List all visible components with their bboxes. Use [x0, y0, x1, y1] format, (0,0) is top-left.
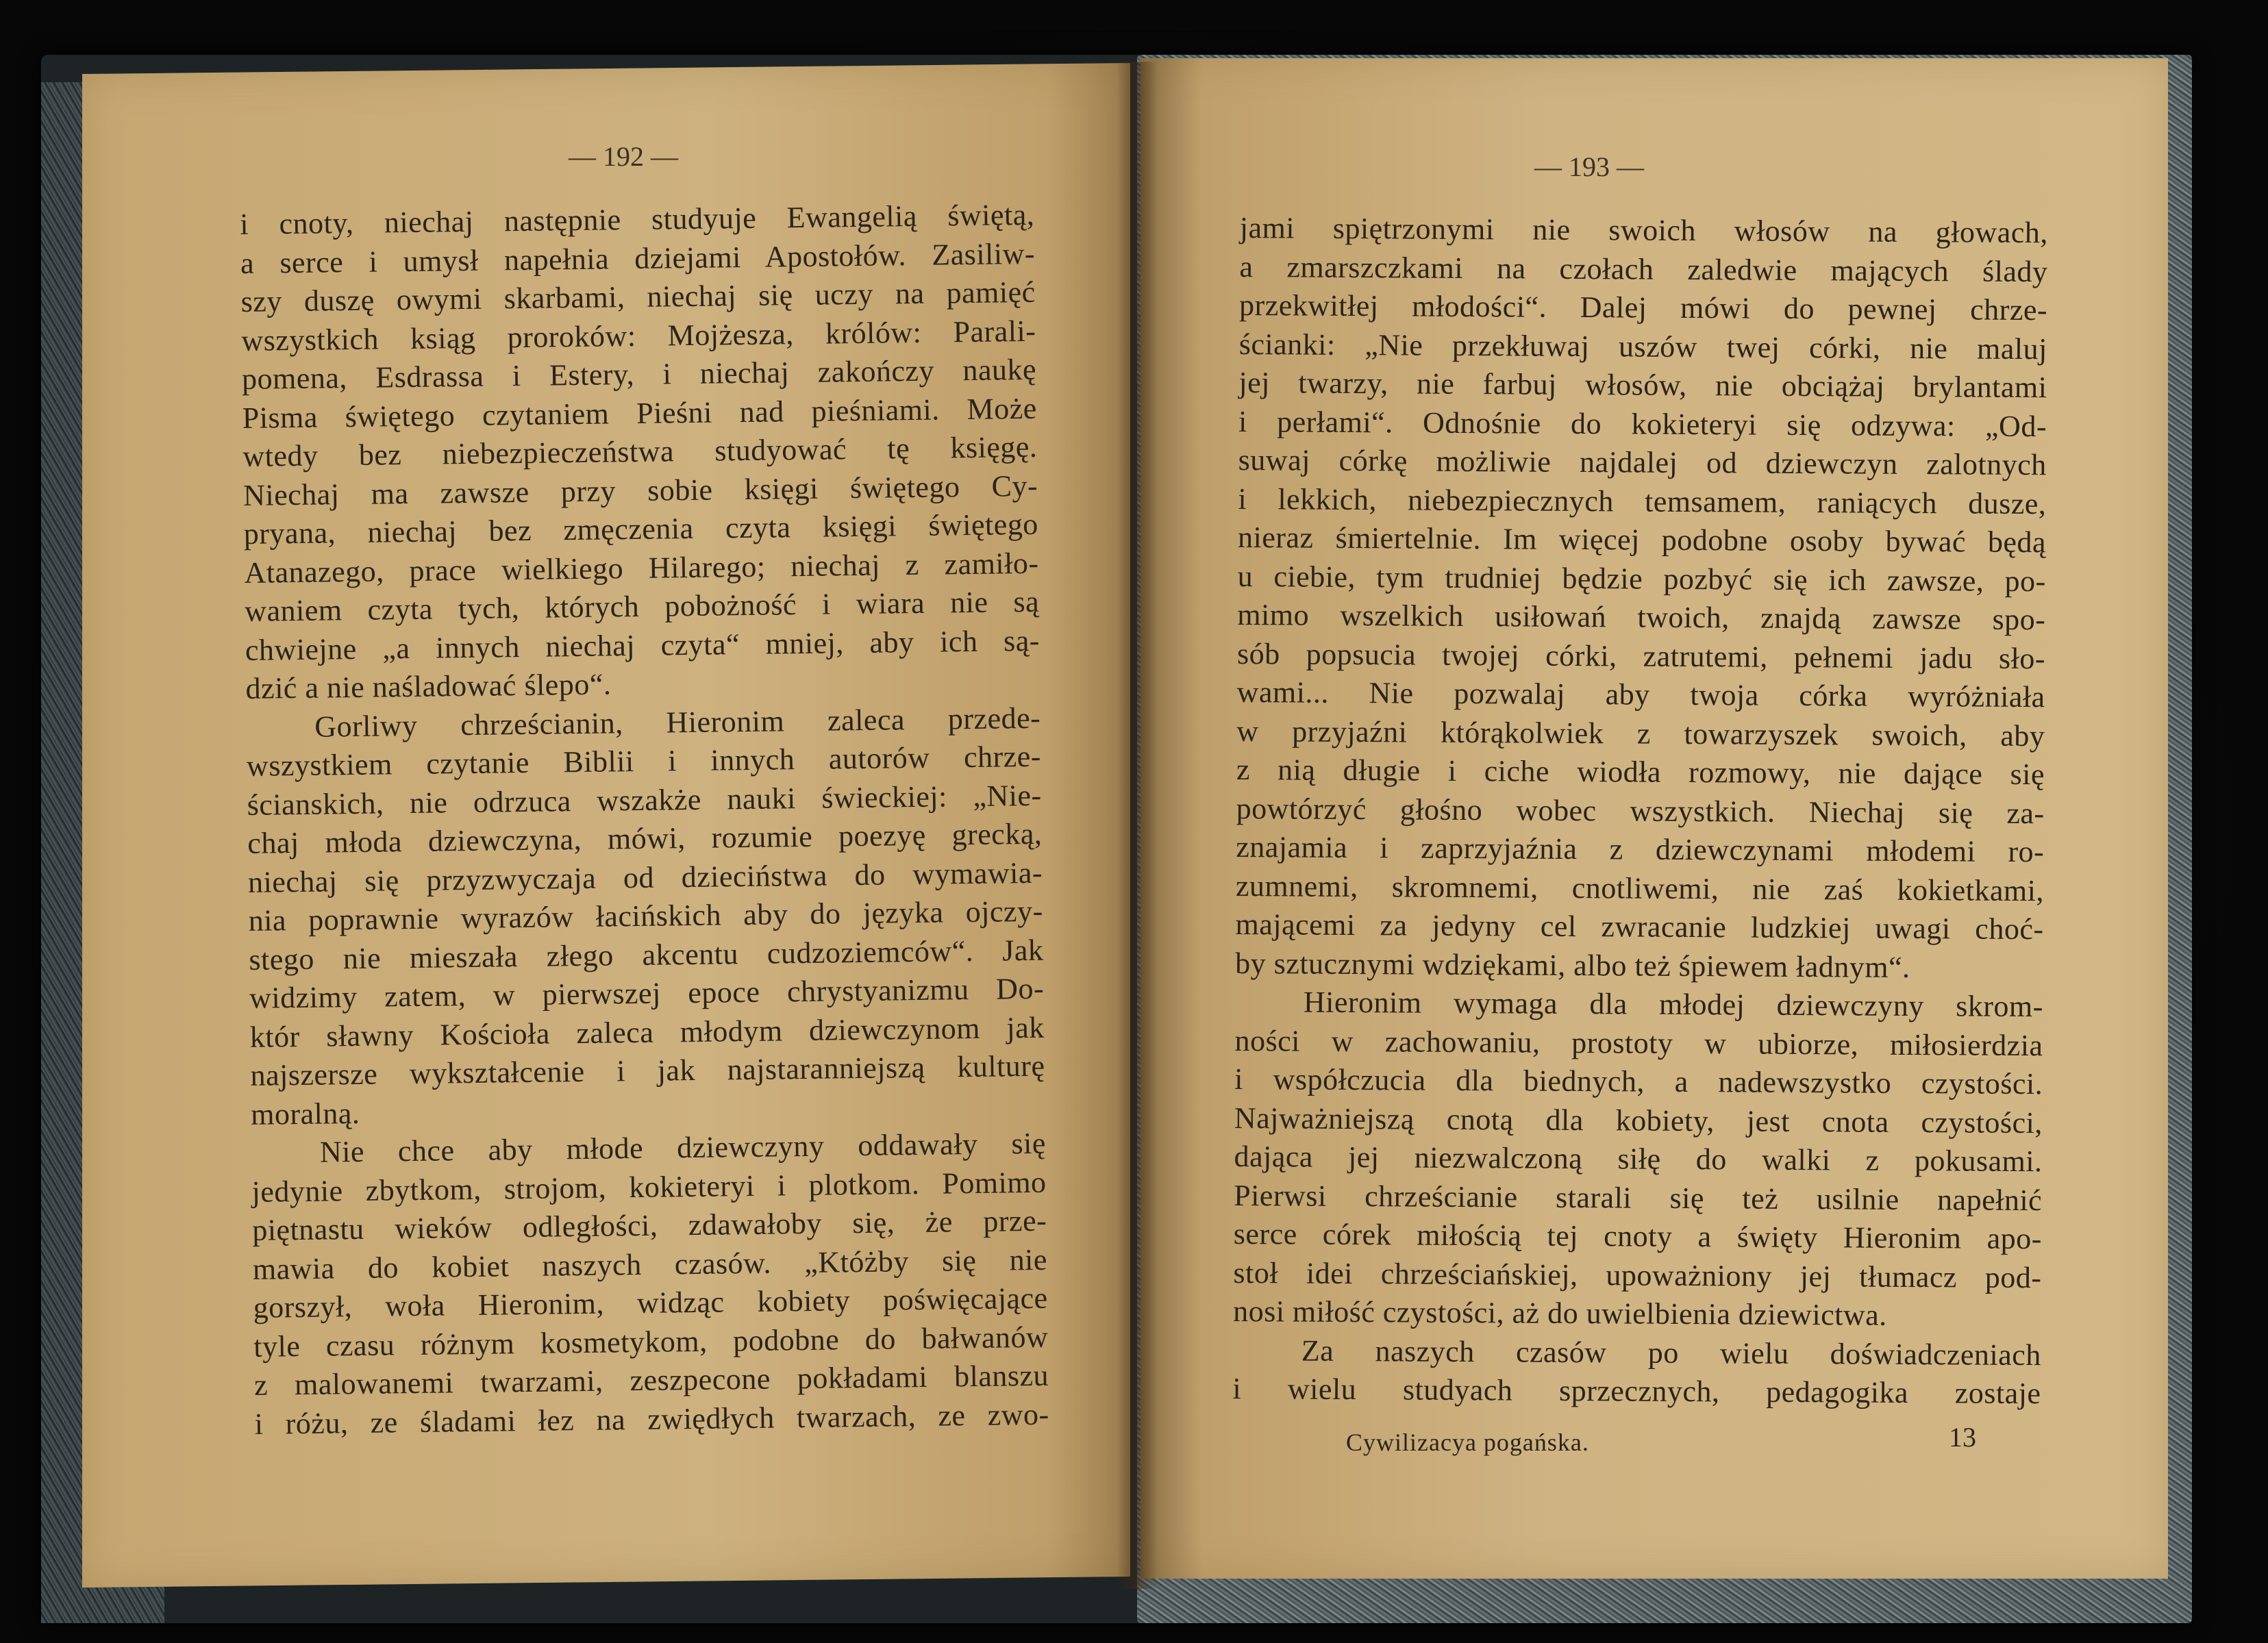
text-line: stego nie mieszała złego akcentu cudzoziemców“. Jak: [249, 933, 1044, 977]
text-line: powtórzyć głośno wobec wszystkich. Niechaj się za-: [1236, 791, 2045, 830]
left-page-body-text: [240, 196, 1049, 1444]
text-line: Za naszych czasów po wielu doświadczeniach: [1301, 1333, 2041, 1372]
text-line: serce córek miłością tej cnoty a święty Hieronim apo-: [1233, 1216, 2042, 1256]
signature-title: Cywilizacya pogańska.: [1346, 1429, 1589, 1456]
book-gutter: [1117, 62, 1158, 1589]
text-line: chaj młoda dziewczyna, mówi, rozumie poezyę grecką,: [247, 816, 1043, 860]
text-line: ścianskich, nie odrzuca wszakże nauki świeckiej: „Nie-: [247, 778, 1042, 822]
text-line: stoł idei chrześciańskiej, upoważniony jej tłumacz pod-: [1233, 1255, 2042, 1294]
text-line: w przyjaźni którąkolwiek z towarzyszek swoich, aby: [1236, 714, 2045, 753]
text-line: i wielu studyach sprzecznych, pedagogika zostaje: [1232, 1371, 2041, 1411]
text-line: a serce i umysł napełnia dziejami Apostołów. Zasiliw-: [240, 236, 1036, 280]
text-line: Atanazego, prace wielkiego Hilarego; niechaj z zamiło-: [244, 546, 1039, 590]
text-line: pomena, Esdrassa i Estery, i niechaj zakończy naukę: [241, 352, 1037, 396]
text-line: ścianki: „Nie przekłuwaj uszów twej córki, nie maluj: [1238, 327, 2047, 366]
text-line: nieraz śmiertelnie. Im więcej podobne osoby bywać będą: [1237, 520, 2047, 560]
text-line: Pisma świętego czytaniem Pieśni nad pieśniami. Może: [242, 391, 1038, 435]
text-line: nosi miłość czystości, aż do uwielbienia dziewictwa.: [1233, 1294, 1887, 1332]
text-line: tyle czasu różnym kosmetykom, podobne do bałwanów: [253, 1320, 1049, 1364]
text-line: wszystkiem czytanie Biblii i innych autorów chrze-: [246, 739, 1042, 783]
text-line: dzić a nie naśladować ślepo“.: [245, 667, 612, 705]
left-page-number: — 192 —: [569, 141, 678, 172]
text-line: i perłami“. Odnośnie do kokieteryi się odzywa: „Od-: [1238, 404, 2047, 443]
text-line: piętnastu wieków odległości, zdawałoby się, że prze-: [251, 1203, 1047, 1247]
text-line: z malowanemi twarzami, zeszpecone pokładami blanszu: [253, 1358, 1049, 1402]
text-line: ności w zachowaniu, prostoty w ubiorze, miłosierdzia: [1234, 1023, 2043, 1062]
text-line: jami spiętrzonymi nie swoich włosów na głowach,: [1239, 210, 2048, 250]
text-line: mimo wszelkich usiłowań twoich, znajdą zawsze spo-: [1237, 597, 2046, 637]
text-line: mawia do kobiet naszych czasów. „Któżby się nie: [252, 1242, 1048, 1286]
text-line: i lekkich, niebezpiecznych temsamem, raniących dusze,: [1238, 481, 2047, 521]
text-line: pryana, niechaj bez zmęczenia czyta księgi świętego: [243, 507, 1039, 551]
text-line: gorszył, woła Hieronim, widząc kobiety poświęcające: [253, 1281, 1048, 1325]
text-line: jej twarzy, nie farbuj włosów, nie obciążaj brylantami: [1238, 365, 2047, 405]
text-line: najszersze wykształcenie i jak najstaranniejszą kulturę: [250, 1049, 1045, 1092]
text-line: mającemi za jedyny cel zwracanie ludzkiej uwagi choć-: [1235, 907, 2044, 946]
text-line: moralną.: [250, 1096, 360, 1131]
text-line: wtedy bez niebezpieczeństwa studyować tę księgę.: [242, 429, 1038, 473]
text-line: jedynie zbytkom, strojom, kokieteryi i plotkom. Pomimo: [251, 1165, 1047, 1209]
text-line: waniem czyta tych, których pobożność i wiara nie są: [244, 584, 1040, 628]
text-line: Nie chce aby młode dziewczyny oddawały się: [319, 1126, 1047, 1169]
text-line: nia poprawnie wyrazów łacińskich aby do języka ojczy-: [248, 894, 1043, 938]
text-line: i cnoty, niechaj następnie studyuje Ewangelią świętą,: [240, 197, 1035, 241]
text-line: chwiejne „a innych niechaj czyta“ mniej, aby ich są-: [245, 623, 1040, 667]
text-line: któr sławny Kościoła zaleca młodym dziewczynom jak: [249, 1010, 1045, 1054]
text-line: i różu, ze śladami łez na zwiędłych twarzach, ze zwo-: [254, 1397, 1049, 1441]
text-line: Pierwsi chrześcianie starali się też usilnie napełnić: [1234, 1178, 2043, 1217]
text-line: niechaj się przyzwyczaja od dzieciństwa do wymawia-: [247, 855, 1043, 899]
right-page-body-text: [1232, 209, 2048, 1414]
text-line: sób popsucia twojej córki, zatrutemi, pełnemi jadu sło-: [1236, 636, 2046, 675]
right-page-number: — 193 —: [1534, 151, 1644, 182]
text-line: znajamia i zaprzyjaźnia z dziewczynami młodemi ro-: [1236, 829, 2045, 869]
text-line: Najważniejszą cnotą dla kobiety, jest cnota czystości,: [1234, 1101, 2043, 1140]
text-line: u ciebie, tym trudniej będzie pozbyć się ich zawsze, po-: [1237, 559, 2046, 598]
text-line: szy duszę owymi skarbami, niechaj się uczy na pamięć: [240, 275, 1036, 318]
text-line: Niechaj ma zawsze przy sobie księgi świętego Cy-: [242, 468, 1038, 512]
text-line: zumnemi, skromnemi, cnotliwemi, nie zaś kokietkami,: [1235, 868, 2045, 907]
text-line: by sztucznymi wdziękami, albo też śpiewem ładnym“.: [1235, 946, 1910, 984]
text-line: suwaj córkę możliwie najdalej od dziewczyn zalotnych: [1238, 442, 2047, 482]
text-line: wszystkich ksiąg proroków: Mojżesza, królów: Parali-: [241, 314, 1036, 358]
text-line: Hieronim wymaga dla młodej dziewczyny skrom-: [1303, 985, 2044, 1024]
text-line: Gorliwy chrześcianin, Hieronim zaleca przede-: [314, 701, 1041, 744]
text-line: a zmarszczkami na czołach zaledwie mających ślady: [1239, 249, 2048, 288]
text-line: dająca jej niezwalczoną siłę do walki z pokusami.: [1234, 1139, 2043, 1179]
text-line: wami... Nie pozwalaj aby twoja córka wyróżniała: [1236, 675, 2045, 714]
text-line: i współczucia dla biednych, a nadewszystko czystości.: [1234, 1062, 2043, 1101]
text-line: widzimy zatem, w pierwszej epoce chrystyanizmu Do-: [249, 971, 1045, 1015]
text-line: z nią długie i ciche wiodła rozmowy, nie dające się: [1236, 752, 2045, 792]
signature-number: 13: [1949, 1422, 1976, 1453]
text-line: przekwitłej młodości“. Dalej mówi do pewnej chrze-: [1238, 288, 2048, 327]
